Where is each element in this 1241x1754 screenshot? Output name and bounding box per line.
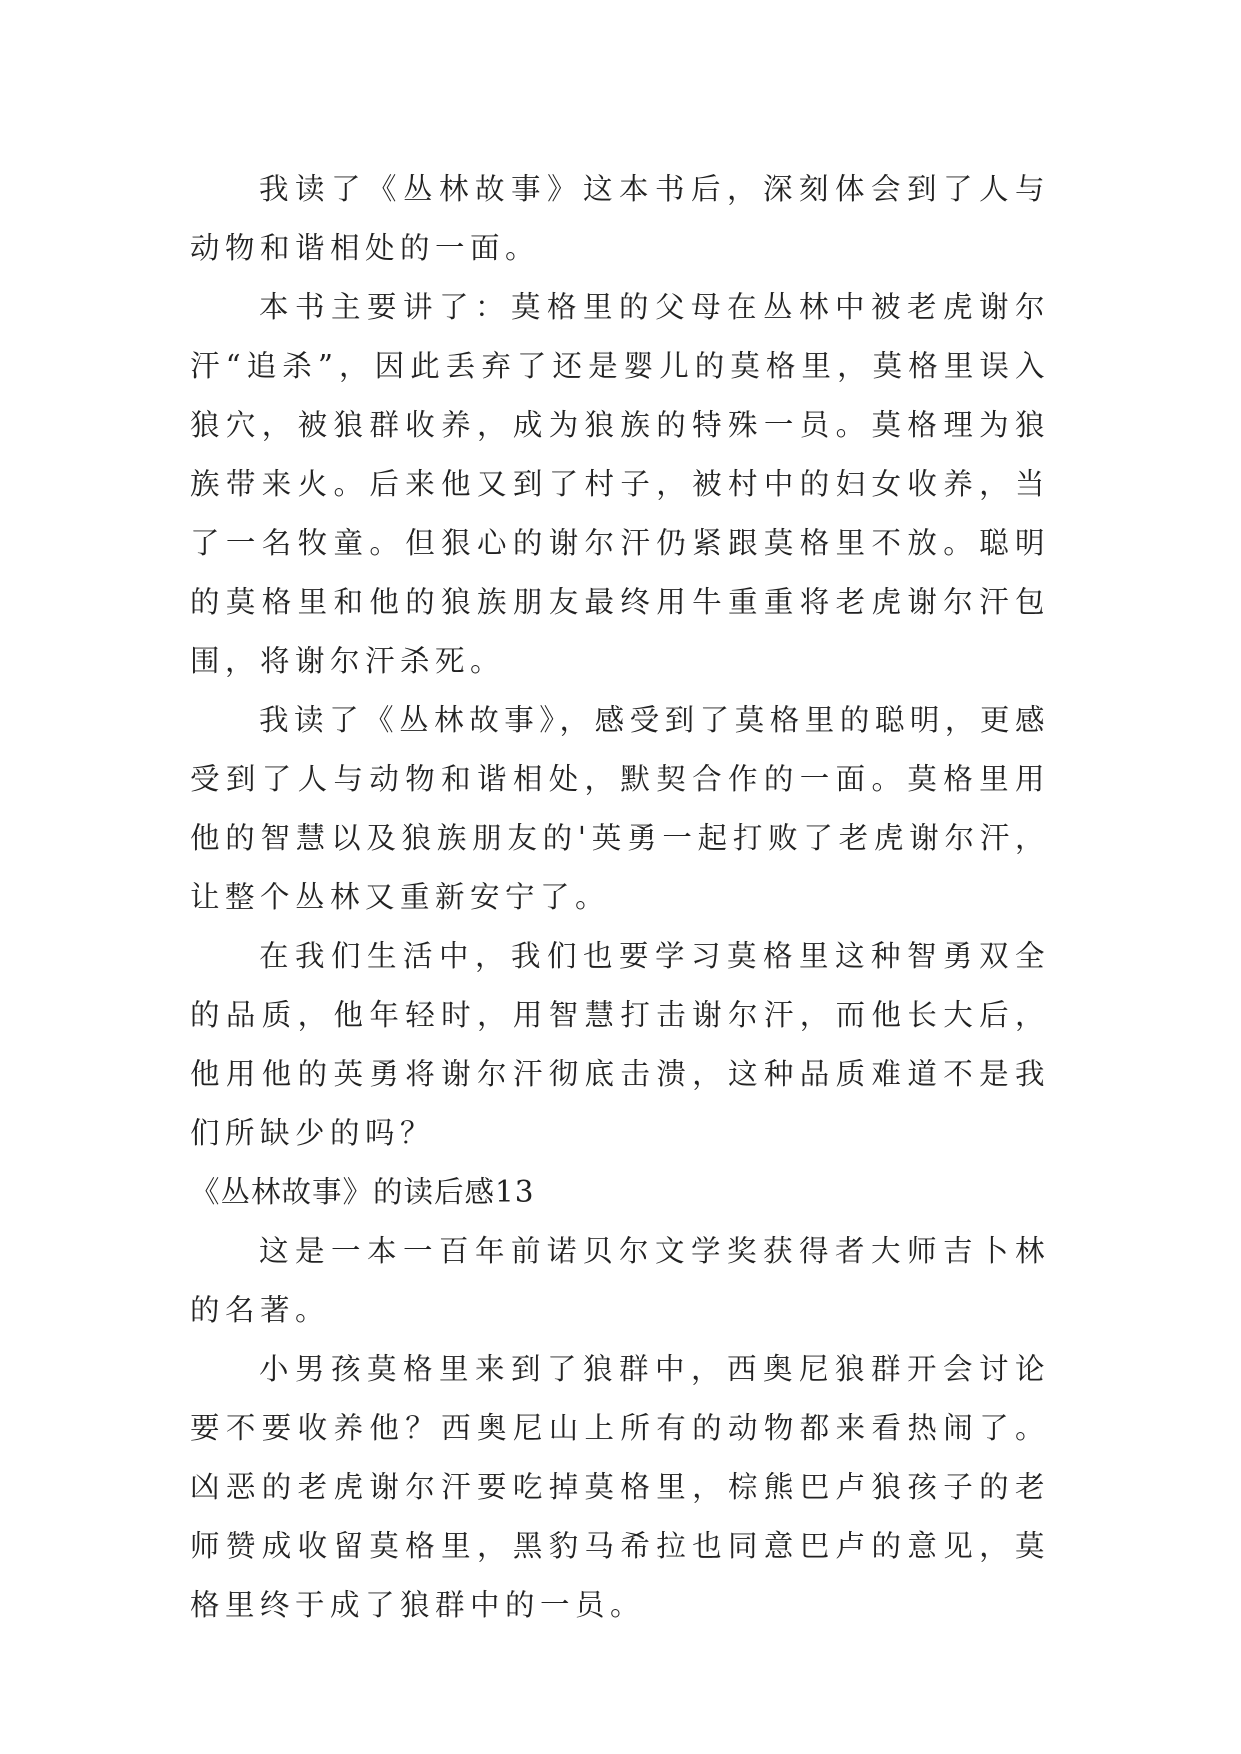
- paragraph: 这是一本一百年前诺贝尔文学奖获得者大师吉卜林的名著。: [190, 1234, 1050, 1327]
- paragraph: 本书主要讲了：莫格里的父母在丛林中被老虎谢尔汗“追杀”，因此丢弃了还是婴儿的莫格里，莫格里误入狼穴，被狼群收养，成为狼族的特殊一员。莫格理为狼族带来火。后来他又到了村子，被村中的妇女收养，当了一名牧童。但狠心的谢尔汗仍紧跟莫格里不放。聪明的莫格里和他的狼族朋友最终用牛重重将老虎谢尔汗包围，将谢尔汗杀死。: [190, 290, 1050, 678]
- paragraph: 在我们生活中，我们也要学习莫格里这种智勇双全的品质，他年轻时，用智慧打击谢尔汗，而他长大后，他用他的英勇将谢尔汗彻底击溃，这种品质难道不是我们所缺少的吗？: [190, 939, 1050, 1150]
- paragraph: 小男孩莫格里来到了狼群中，西奥尼狼群开会讨论要不要收养他？西奥尼山上所有的动物都来看热闹了。凶恶的老虎谢尔汗要吃掉莫格里，棕熊巴卢狼孩子的老师赞成收留莫格里，黑豹马希拉也同意巴卢的意见，莫格里终于成了狼群中的一员。: [190, 1352, 1050, 1622]
- document-body: [190, 160, 1050, 1635]
- section-heading: 《丛林故事》的读后感13: [190, 1175, 535, 1209]
- paragraph: 我读了《丛林故事》，感受到了莫格里的聪明，更感受到了人与动物和谐相处，默契合作的一面。莫格里用他的智慧以及狼族朋友的'英勇一起打败了老虎谢尔汗，让整个丛林又重新安宁了。: [190, 703, 1050, 914]
- paragraph: 我读了《丛林故事》这本书后，深刻体会到了人与动物和谐相处的一面。: [190, 172, 1050, 265]
